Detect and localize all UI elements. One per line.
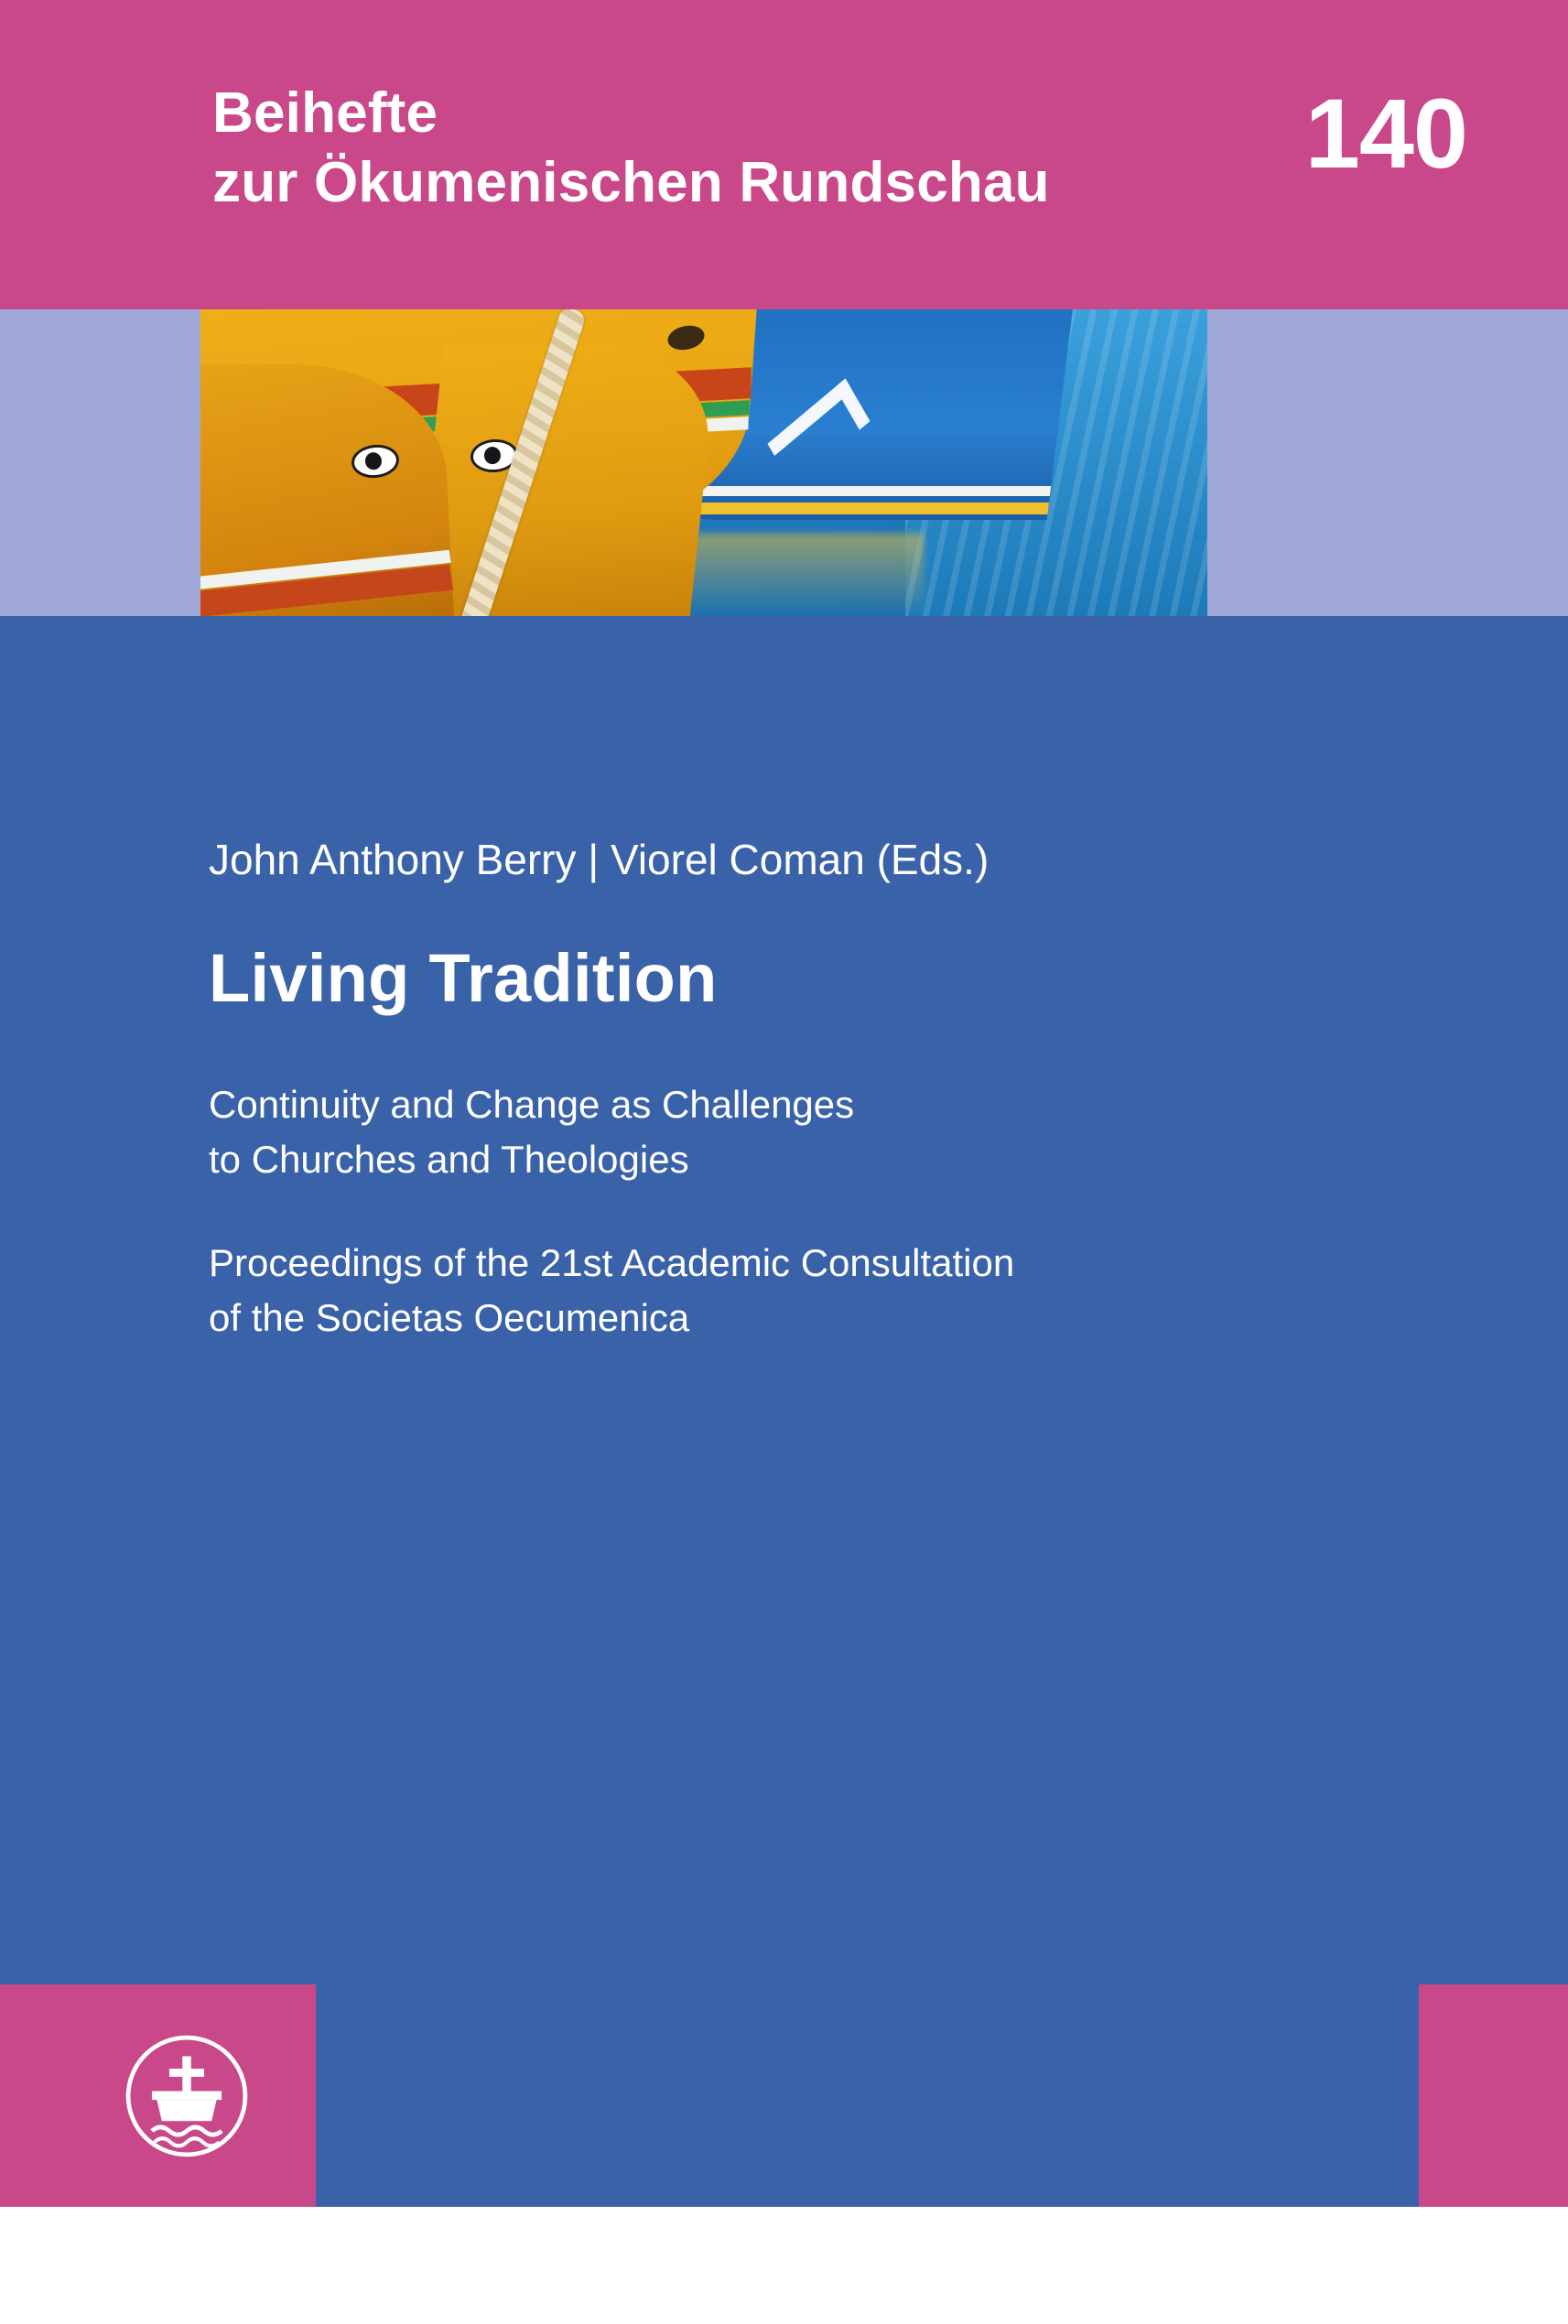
book-subtitle-line-1: Continuity and Change as Challenges xyxy=(209,1082,855,1126)
book-subtitle-line-2: to Churches and Theologies xyxy=(209,1137,689,1181)
photo-blue-hull-white-stripe xyxy=(665,486,1051,496)
proceedings-note xyxy=(209,1236,1353,1345)
series-title-line-1: Beihefte xyxy=(212,81,438,145)
series-title-line-2: zur Ökumenischen Rundschau xyxy=(212,150,1050,214)
cover-photo xyxy=(200,309,1207,616)
book-title: Living Tradition xyxy=(209,939,718,1016)
book-subtitle xyxy=(209,1077,1353,1186)
photo-blue-hull-yellow-stripe xyxy=(663,503,1049,514)
bottom-right-magenta-band xyxy=(1419,1984,1568,2207)
proceedings-note-line-2: of the Societas Oecumenica xyxy=(209,1295,690,1339)
volume-number: 140 xyxy=(1304,78,1467,189)
photo-osiris-eye-right-pupil xyxy=(483,447,501,465)
editors-line: John Anthony Berry | Viorel Coman (Eds.) xyxy=(209,836,989,883)
proceedings-note-line-1: Proceedings of the 21st Academic Consultation xyxy=(209,1241,1015,1285)
photo-middle-prow xyxy=(415,346,719,616)
publisher-logo-icon xyxy=(124,2034,249,2158)
series-title xyxy=(212,79,1050,217)
bottom-white-band xyxy=(0,2207,1568,2324)
series-band xyxy=(0,0,1568,309)
photo-osiris-eye-left-pupil xyxy=(364,451,383,470)
cover-text-block xyxy=(209,833,1353,1345)
photo-dark-eye xyxy=(666,323,706,353)
